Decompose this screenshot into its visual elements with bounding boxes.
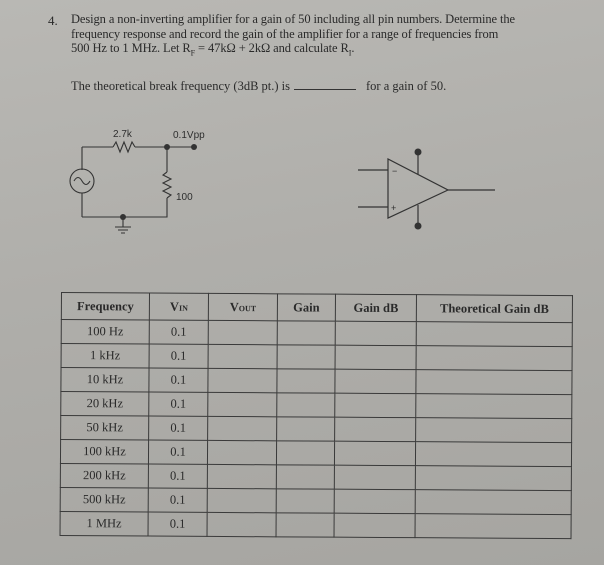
theoretical-gain-db-cell[interactable]: [415, 466, 571, 491]
gain-db-cell[interactable]: [334, 513, 415, 537]
vin-cell: 0.1: [148, 488, 207, 512]
gain-db-cell[interactable]: [334, 489, 415, 513]
theory-suffix: for a gain of 50.: [366, 79, 447, 93]
gain-db-cell[interactable]: [335, 321, 416, 345]
table-row: [61, 344, 572, 371]
table-row: [60, 487, 571, 514]
line3-end: .: [351, 41, 355, 55]
gain-cell[interactable]: [276, 489, 334, 513]
vout-main: V: [229, 299, 239, 314]
table-row: [61, 392, 572, 419]
ground-icon: [115, 227, 131, 233]
resistor-100-icon: [163, 172, 171, 198]
frequency-cell: 50 kHz: [61, 416, 149, 441]
frequency-response-table: [60, 292, 573, 539]
table-row: [61, 368, 572, 395]
vin-cell: 0.1: [149, 392, 208, 416]
vout-cell[interactable]: [208, 416, 277, 440]
vout-cell[interactable]: [207, 464, 276, 488]
gain-db-cell[interactable]: [334, 441, 415, 465]
question-line-2: frequency response and record the gain of the amplifier for a range of frequencies from: [71, 26, 499, 41]
output-voltage-label: 0.1Vpp: [173, 130, 205, 141]
theory-prefix: The theoretical break frequency (3dB pt.) is: [71, 79, 291, 93]
vout-cell[interactable]: [208, 368, 277, 392]
header-theoretical-gain-db: Theoretical Gain dB: [416, 295, 572, 323]
theoretical-gain-db-cell[interactable]: [416, 418, 572, 443]
gain-db-cell[interactable]: [335, 393, 416, 417]
gain-db-cell[interactable]: [335, 345, 416, 369]
frequency-cell: 1 kHz: [61, 344, 149, 369]
vin-cell: 0.1: [149, 368, 208, 392]
vin-cell: 0.1: [148, 464, 207, 488]
frequency-cell: 100 Hz: [61, 320, 149, 345]
gain-cell[interactable]: [276, 513, 334, 537]
question-line-1: Design a non-inverting amplifier for a gain of 50 including all pin numbers. Determine the: [71, 12, 516, 26]
series-resistor-label: 2.7k: [113, 129, 132, 140]
table-row: [60, 511, 571, 538]
header-gain: Gain: [277, 294, 335, 321]
question-line-3: [71, 41, 591, 61]
theoretical-gain-db-cell[interactable]: [415, 514, 571, 539]
break-frequency-prompt: [71, 79, 446, 94]
gain-db-cell[interactable]: [334, 465, 415, 489]
vout-cell[interactable]: [208, 320, 277, 344]
frequency-cell: 500 kHz: [60, 487, 148, 512]
vin-cell: 0.1: [149, 344, 208, 368]
gain-cell[interactable]: [276, 465, 334, 489]
frequency-cell: 100 kHz: [60, 440, 148, 465]
theoretical-gain-db-cell[interactable]: [415, 442, 571, 467]
frequency-cell: 20 kHz: [61, 392, 149, 417]
gain-cell[interactable]: [276, 441, 334, 465]
opamp-symbol-icon: [340, 140, 510, 240]
table-row: [61, 416, 572, 443]
header-gain-db: Gain dB: [335, 294, 416, 321]
table-row: [60, 463, 571, 490]
vin-sub: IN: [178, 303, 188, 313]
frequency-cell: 10 kHz: [61, 368, 149, 393]
table-row: [61, 320, 572, 347]
theoretical-gain-db-cell[interactable]: [416, 370, 572, 395]
gain-cell[interactable]: [277, 321, 335, 345]
rf-subscript: F: [190, 48, 196, 58]
noninverting-input-label: +: [391, 203, 397, 213]
vout-cell[interactable]: [208, 344, 277, 368]
inverting-input-label: −: [392, 166, 398, 176]
gain-db-cell[interactable]: [335, 369, 416, 393]
header-frequency: Frequency: [61, 293, 149, 321]
question-text: [71, 12, 591, 61]
table-header-row: [61, 293, 572, 323]
theoretical-gain-db-cell[interactable]: [416, 394, 572, 419]
vin-main: V: [169, 299, 180, 314]
gain-cell[interactable]: [277, 369, 335, 393]
vin-cell: 0.1: [149, 416, 208, 440]
vout-cell[interactable]: [208, 392, 277, 416]
table-row: [60, 440, 571, 467]
theoretical-gain-db-cell[interactable]: [416, 322, 572, 347]
resistor-2-7k-icon: [113, 142, 135, 152]
vin-cell: 0.1: [148, 440, 207, 464]
question-number: 4.: [48, 13, 58, 28]
vout-cell[interactable]: [207, 488, 276, 512]
line3-prefix: 500 Hz to 1 MHz. Let R: [71, 41, 191, 55]
vin-cell: 0.1: [148, 512, 207, 536]
vout-cell[interactable]: [207, 440, 276, 464]
vout-cell[interactable]: [207, 512, 276, 536]
vout-sub: OUT: [238, 303, 257, 313]
gain-cell[interactable]: [277, 417, 335, 441]
theoretical-gain-db-cell[interactable]: [416, 346, 572, 371]
gain-db-cell[interactable]: [335, 417, 416, 441]
gain-cell[interactable]: [277, 345, 335, 369]
input-divider-circuit: [55, 115, 255, 235]
header-vout: [208, 293, 277, 320]
header-vin: [149, 293, 208, 320]
theoretical-gain-db-cell[interactable]: [415, 490, 571, 515]
frequency-cell: 200 kHz: [60, 463, 148, 488]
vin-cell: 0.1: [149, 320, 208, 344]
ri-subscript: I: [348, 48, 352, 58]
frequency-cell: 1 MHz: [60, 511, 148, 536]
line3-mid: = 47kΩ + 2kΩ and calculate R: [195, 41, 349, 55]
gain-cell[interactable]: [277, 393, 335, 417]
break-frequency-blank[interactable]: [294, 79, 356, 90]
shunt-resistor-label: 100: [176, 192, 193, 203]
